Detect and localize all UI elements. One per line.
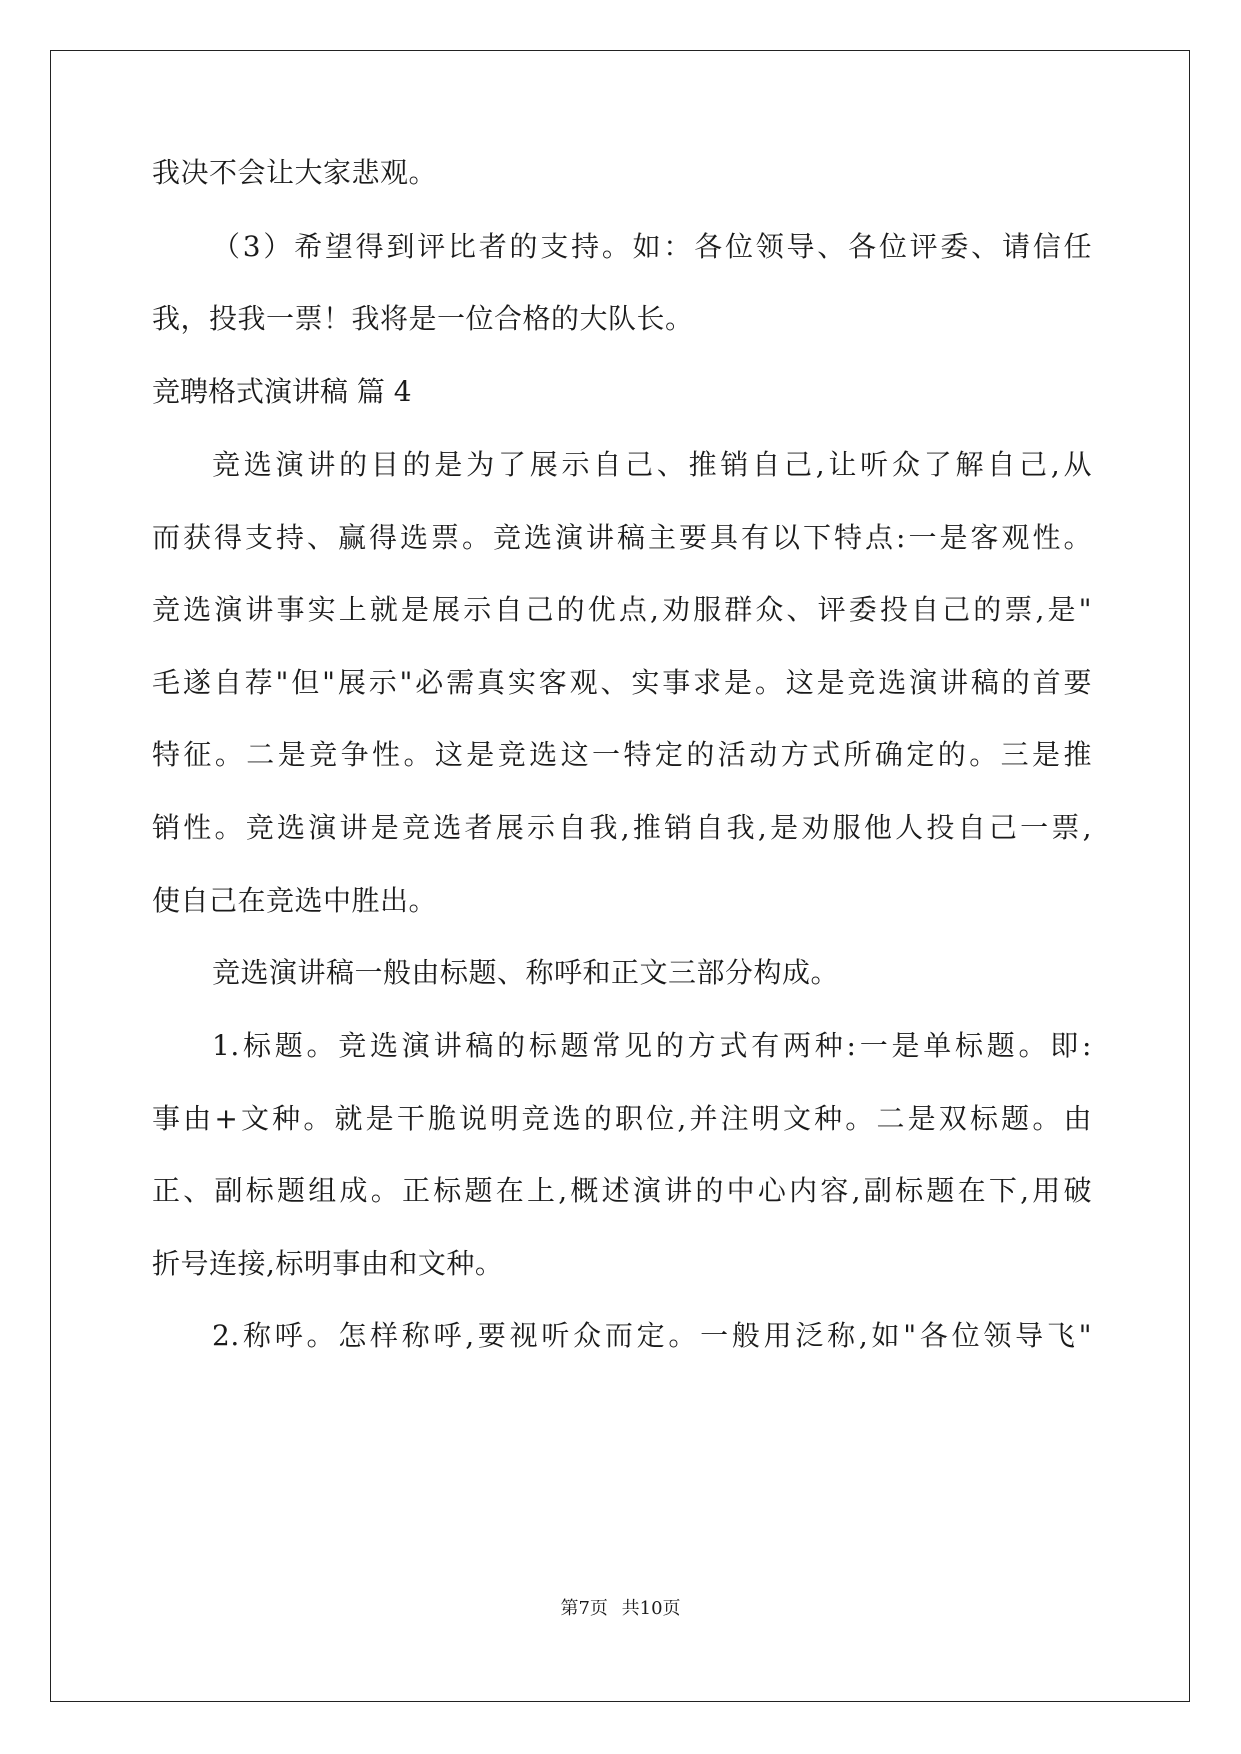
text-line: （3）希望得到评比者的支持。如：各位领导、各位评委、请信任	[212, 230, 1092, 263]
text-line: 我，投我一票！我将是一位合格的大队长。	[152, 302, 694, 335]
text-line: 竞选演讲事实上就是展示自己的优点,劝服群众、评委投自己的票,是"	[152, 593, 1092, 626]
text-line: 折号连接,标明事由和文种。	[152, 1247, 504, 1280]
text-line: 而获得支持、赢得选票。竞选演讲稿主要具有以下特点:一是客观性。	[152, 521, 1092, 554]
section-heading: 竞聘格式演讲稿 篇 4	[152, 375, 412, 408]
text-line: 使自己在竞选中胜出。	[152, 884, 438, 917]
page-footer	[0, 1597, 1241, 1621]
text-line: 竞选演讲稿一般由标题、称呼和正文三部分构成。	[212, 956, 840, 989]
text-line: 正、副标题组成。正标题在上,概述演讲的中心内容,副标题在下,用破	[152, 1174, 1092, 1207]
text-line: 1.标题。竞选演讲稿的标题常见的方式有两种:一是单标题。即:	[212, 1029, 1092, 1062]
page-frame	[50, 50, 1190, 1702]
page-number: 第7页	[560, 1598, 608, 1619]
text-line: 竞选演讲的目的是为了展示自己、推销自己,让听众了解自己,从	[212, 448, 1092, 481]
text-line: 事由+文种。就是干脆说明竞选的职位,并注明文种。二是双标题。由	[152, 1102, 1092, 1135]
text-line: 我决不会让大家悲观。	[152, 156, 438, 189]
text-line: 毛遂自荐"但"展示"必需真实客观、实事求是。这是竞选演讲稿的首要	[152, 666, 1092, 699]
text-line: 特征。二是竞争性。这是竞选这一特定的活动方式所确定的。三是推	[152, 738, 1092, 771]
text-line: 销性。竞选演讲是竞选者展示自我,推销自我,是劝服他人投自己一票,	[152, 811, 1092, 844]
page-total: 共10页	[621, 1598, 681, 1619]
text-line: 2.称呼。怎样称呼,要视听众而定。一般用泛称,如"各位领导飞"	[212, 1319, 1092, 1352]
